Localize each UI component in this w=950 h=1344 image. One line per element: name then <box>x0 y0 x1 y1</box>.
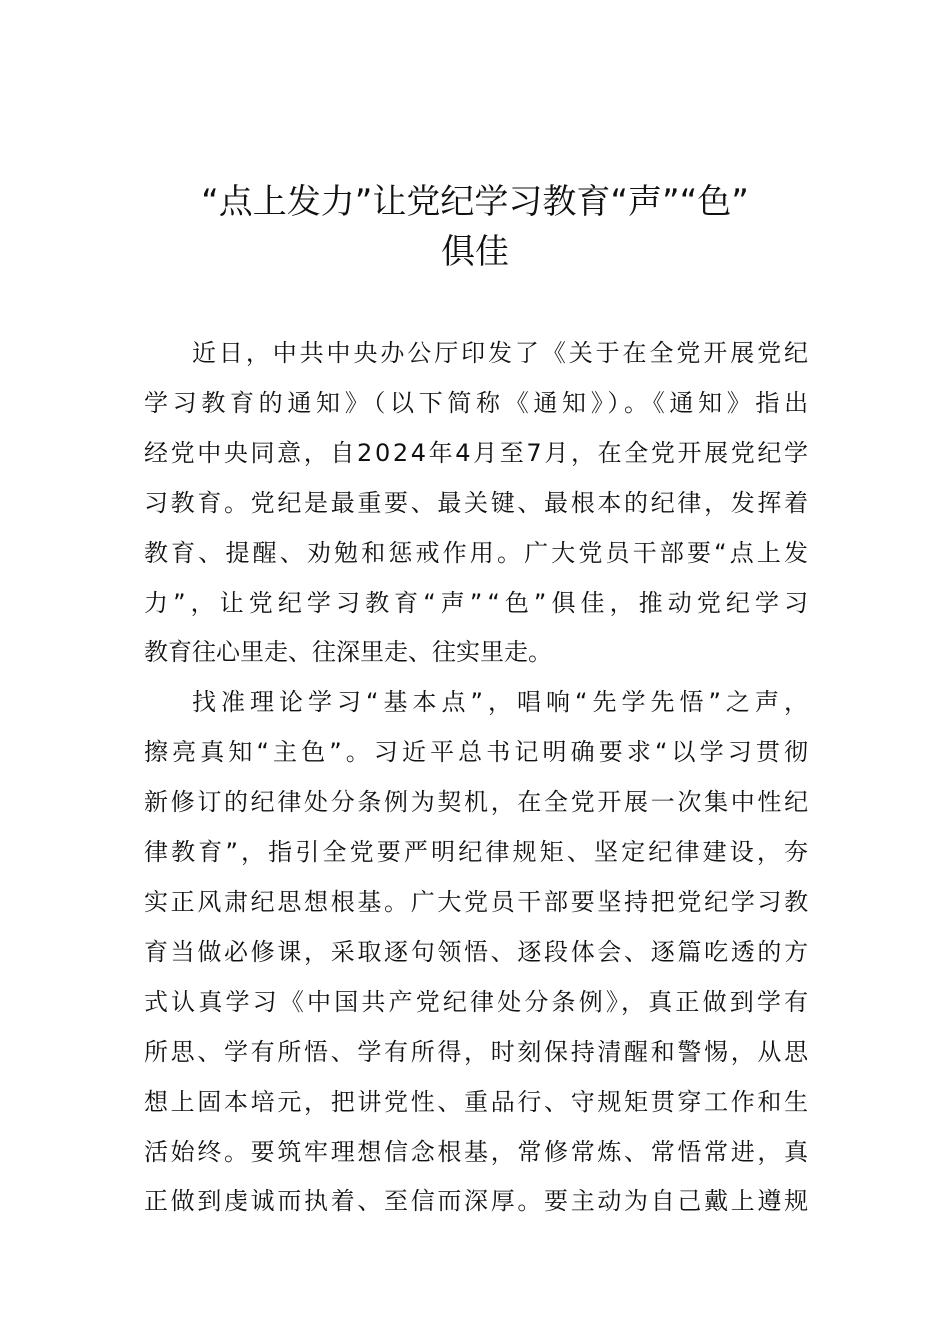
paragraph-1 <box>144 329 814 678</box>
document-body <box>144 329 814 1227</box>
paragraph-line: 近日，中共中央办公厅印发了《关于在全党开展党纪 <box>192 339 811 367</box>
paragraph-line: 育当做必修课，采取逐句领悟、逐段体会、逐篇吃透的方 <box>144 937 811 966</box>
paragraph-line: 习教育。党纪是最重要、最关键、最根本的纪律，发挥着 <box>144 488 811 517</box>
paragraph-line: 实正风肃纪思想根基。广大党员干部要坚持把党纪学习教 <box>144 887 811 916</box>
paragraph-line: 式认真学习《中国共产党纪律处分条例》，真正做到学有 <box>144 987 812 1016</box>
paragraph-line: 找准理论学习“基本点”，唱响“先学先悟”之声， <box>192 688 813 717</box>
paragraph-line: 活始终。要筑牢理想信念根基，常修常炼、常悟常进，真 <box>144 1137 811 1166</box>
document-title-line-2: 俱佳 <box>441 232 509 272</box>
paragraph-line: 正做到虔诚而执着、至信而深厚。要主动为自己戴上遵规 <box>144 1187 811 1216</box>
paragraph-line: 教育、提醒、劝勉和惩戒作用。广大党员干部要“点上发 <box>144 538 812 567</box>
paragraph-line: 力”，让党纪学习教育“声”“色”俱佳，推动党纪学习 <box>144 588 814 617</box>
paragraph-line: 所思、学有所悟、学有所得，时刻保持清醒和警惕，从思 <box>144 1037 811 1066</box>
paragraph-line: 教育往心里走、往深里走、往实里走。 <box>144 638 552 667</box>
paragraph-line: 想上固本培元，把讲党性、重品行、守规矩贯穿工作和生 <box>144 1087 811 1116</box>
document-title-line-1: “点上发力”让党纪学习教育“声”“色” <box>201 182 749 222</box>
paragraph-line: 擦亮真知“主色”。习近平总书记明确要求“以学习贯彻 <box>144 738 813 767</box>
paragraph-line: 学习教育的通知》（以下简称《通知》）。《通知》指出 <box>144 388 813 417</box>
paragraph-2 <box>144 678 813 1227</box>
paragraph-line: 律教育”，指引全党要严明纪律规矩、坚定纪律建设，夯 <box>144 838 812 867</box>
paragraph-line: 新修订的纪律处分条例为契机，在全党开展一次集中性纪 <box>144 788 811 817</box>
paragraph-line: 经党中央同意，自2024年4月至7月，在全党开展党纪学 <box>144 438 811 467</box>
